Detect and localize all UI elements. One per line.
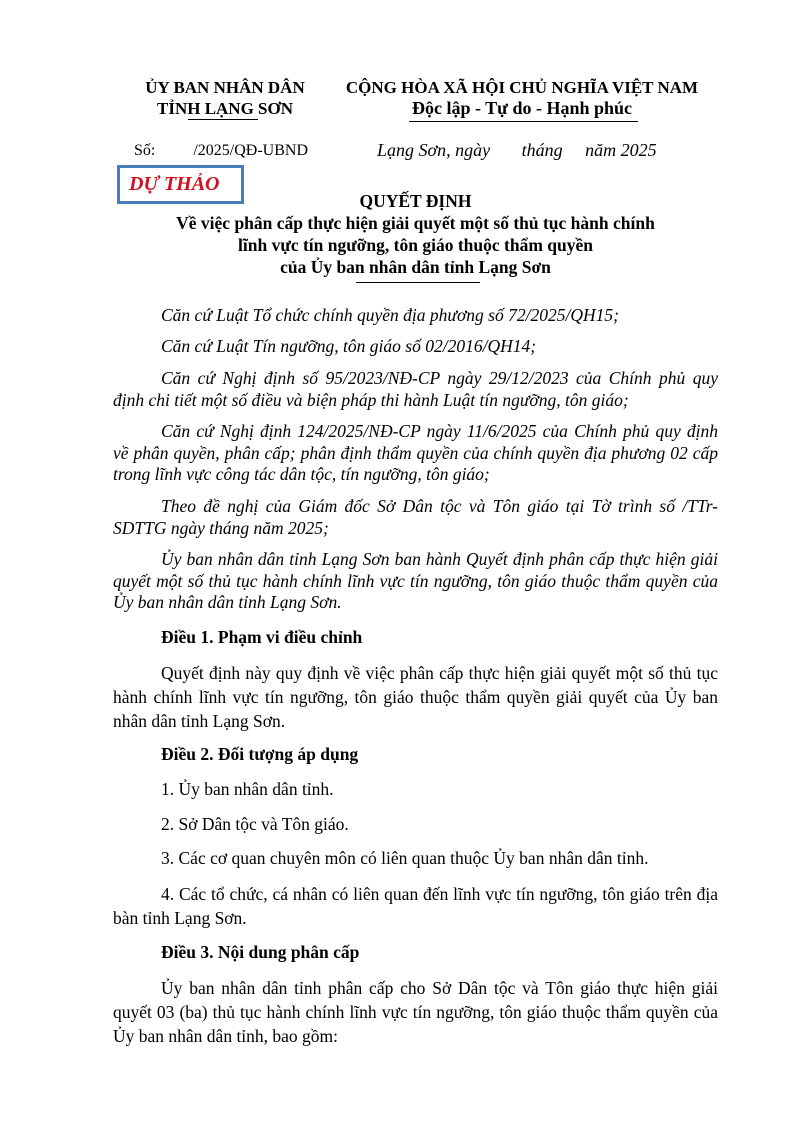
preamble-paragraph: Ủy ban nhân dân tỉnh Lạng Sơn ban hành Quyết định phân cấp thực hiện giải quyết một số thủ tục hành chính lĩnh vực tín ngưỡng, tôn giáo thuộc thẩm quyền của Ủy ban nhân dân tỉnh Lạng Sơn. xyxy=(113,549,718,612)
draft-stamp: DỰ THẢO xyxy=(117,165,244,204)
document-number xyxy=(134,141,308,161)
article-paragraph: Quyết định này quy định về việc phân cấp thực hiện giải quyết một số thủ tục hành chính lĩnh vực tín ngưỡng, tôn giáo thuộc thẩm quyền giải quyết của Ủy ban nhân dân tỉnh Lạng Sơn. xyxy=(113,663,718,731)
national-motto: Độc lập - Tự do - Hạnh phúc xyxy=(411,98,633,118)
document-number-value: /2025/QĐ-UBND xyxy=(193,142,309,159)
country-name: CỘNG HÒA XÃ HỘI CHỦ NGHĨA VIỆT NAM xyxy=(345,78,699,97)
article-paragraph: 4. Các tổ chức, cá nhân có liên quan đến lĩnh vực tín ngưỡng, tôn giáo trên địa bàn tỉnh Lạng Sơn. xyxy=(113,884,718,928)
agency-line-2: TỈNH LẠNG SƠN xyxy=(156,99,294,118)
title-line-4: của Ủy ban nhân dân tỉnh Lạng Sơn xyxy=(280,257,551,277)
article-3-heading: Điều 3. Nội dung phân cấp xyxy=(161,942,360,962)
document-number-label: Số: xyxy=(134,142,156,159)
article-1-heading: Điều 1. Phạm vi điều chỉnh xyxy=(161,627,363,647)
preamble-paragraph: Căn cứ Luật Tín ngưỡng, tôn giáo số 02/2016/QH14; xyxy=(161,336,537,356)
document-title xyxy=(113,190,718,278)
preamble-paragraph: Căn cứ Nghị định số 95/2023/NĐ-CP ngày 29/12/2023 của Chính phủ quy định chi tiết một số điều và biện pháp thi hành Luật tín ngưỡng, tôn giáo; xyxy=(113,368,718,410)
title-underline xyxy=(356,282,480,283)
article-paragraph: 1. Ủy ban nhân dân tỉnh. xyxy=(161,779,334,799)
national-header xyxy=(332,77,712,119)
title-line-2: Về việc phân cấp thực hiện giải quyết một số thủ tục hành chính xyxy=(176,213,655,233)
place-date: Lạng Sơn, ngày tháng năm 2025 xyxy=(377,140,657,160)
article-2-heading: Điều 2. Đối tượng áp dụng xyxy=(161,744,359,764)
article-paragraph: 2. Sở Dân tộc và Tôn giáo. xyxy=(161,814,349,834)
agency-name xyxy=(120,77,330,119)
preamble-paragraph: Theo đề nghị của Giám đốc Sở Dân tộc và Tôn giáo tại Tờ trình số /TTr-SDTTG ngày tháng năm 2025; xyxy=(113,496,718,538)
title-line-3: lĩnh vực tín ngưỡng, tôn giáo thuộc thẩm quyền xyxy=(238,235,593,255)
preamble-paragraph: Căn cứ Luật Tổ chức chính quyền địa phương số 72/2025/QH15; xyxy=(161,305,619,325)
motto-underline xyxy=(409,121,638,122)
article-paragraph: Ủy ban nhân dân tỉnh phân cấp cho Sở Dân tộc và Tôn giáo thực hiện giải quyết 03 (ba) thủ tục hành chính lĩnh vực tín ngưỡng, tôn giáo thuộc thẩm quyền của Ủy ban nhân dân tỉnh, bao gồm: xyxy=(113,978,718,1046)
article-paragraph: 3. Các cơ quan chuyên môn có liên quan thuộc Ủy ban nhân dân tỉnh. xyxy=(161,848,649,868)
title-line-1: QUYẾT ĐỊNH xyxy=(359,191,472,211)
preamble-paragraph: Căn cứ Nghị định 124/2025/NĐ-CP ngày 11/6/2025 của Chính phủ quy định về phân quyền, phân cấp; phân định thẩm quyền của chính quyền địa phương 02 cấp trong lĩnh vực công tác dân tộc, tín ngưỡng, tôn giáo; xyxy=(113,421,718,484)
agency-line-1: ỦY BAN NHÂN DÂN xyxy=(145,78,305,97)
agency-underline xyxy=(188,119,258,120)
